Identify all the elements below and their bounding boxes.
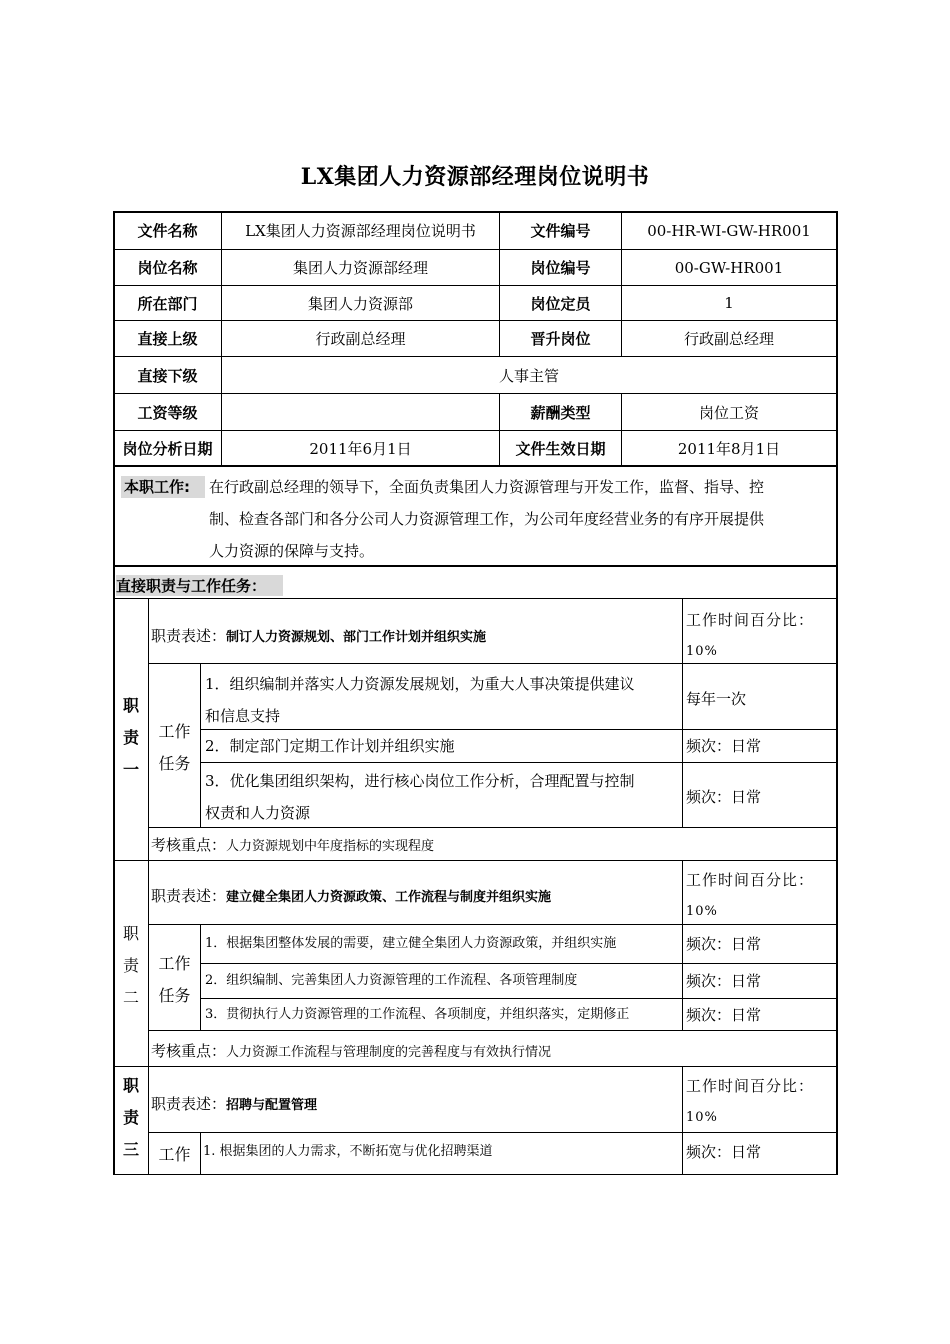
duty2-task-3-freq: 频次：日常 [686, 1006, 762, 1024]
core-line-1: 在行政副总经理的领导下，全面负责集团人力资源管理与开发工作，监督、指导、控 [209, 478, 765, 496]
duty3-description: 职责表述：招聘与配置管理 [151, 1095, 318, 1113]
duty1-task-3: 3．优化集团组织架构，进行核心岗位工作分析，合理配置与控制 权责和人力资源 [205, 772, 635, 822]
value-effective-date: 2011年8月1日 [677, 439, 781, 458]
label-subordinate: 直接下级 [137, 366, 198, 385]
value-position-number: 00-GW-HR001 [674, 258, 784, 277]
duty3-task-label: 工作 [158, 1145, 191, 1164]
duty1-label: 职 责 一 [122, 696, 139, 779]
core-line-3: 人力资源的保障与支持。 [209, 542, 375, 560]
label-position-name: 岗位名称 [137, 259, 198, 277]
value-file-name: LX集团人力资源部经理岗位说明书 [245, 222, 476, 240]
duty2-task-label: 工作 任务 [158, 954, 191, 1005]
duty2-task-1-freq: 频次：日常 [686, 935, 762, 953]
duty3-label: 职 责 三 [122, 1076, 139, 1159]
duty1-task-1: 1．组织编制并落实人力资源发展规划，为重大人事决策提供建议 和信息支持 [205, 675, 635, 725]
duty1-task-label: 工作 任务 [158, 722, 191, 773]
core-job-label: 本职工作: [121, 476, 205, 498]
label-salary-grade: 工资等级 [137, 403, 198, 422]
core-line-2: 制、检查各部门和各分公司人力资源管理工作，为公司年度经营业务的有序开展提供 [209, 510, 765, 528]
value-pay-type: 岗位工资 [698, 403, 759, 422]
duty2-task-2-freq: 频次：日常 [686, 972, 762, 990]
duty2-assessment: 考核重点：人力资源工作流程与管理制度的完善程度与有效执行情况 [151, 1042, 552, 1060]
duty1-task-2-freq: 频次：日常 [686, 737, 762, 755]
label-pay-type: 薪酬类型 [530, 403, 591, 422]
page-title: LX集团人力资源部经理岗位说明书 [300, 164, 650, 190]
value-department: 集团人力资源部 [307, 294, 413, 313]
duty1-assessment: 考核重点：人力资源规划中年度指标的实现程度 [151, 836, 435, 854]
label-file-number: 文件编号 [530, 222, 591, 240]
duty3-task-1: 1. 根据集团的人力需求，不断拓宽与优化招聘渠道 [203, 1144, 493, 1159]
duty2-time-ratio: 工作时间百分比： 10% [686, 871, 815, 919]
value-file-number: 00-HR-WI-GW-HR001 [647, 221, 811, 240]
duty1-task-3-freq: 频次：日常 [686, 788, 762, 806]
duty2-label: 职 责 二 [122, 924, 139, 1007]
value-headcount: 1 [724, 294, 734, 312]
value-position-name: 集团人力资源部经理 [292, 259, 428, 277]
label-department: 所在部门 [137, 294, 198, 313]
duty3-time-ratio: 工作时间百分比： 10% [686, 1077, 815, 1125]
label-direct-superior: 直接上级 [137, 330, 198, 348]
duty2-task-3: 3．贯彻执行人力资源管理的工作流程、各项制度，并组织落实，定期修正 [205, 1007, 630, 1022]
duty1-description: 职责表述：制订人力资源规划、部门工作计划并组织实施 [151, 627, 487, 645]
value-direct-superior: 行政副总经理 [315, 330, 406, 348]
duty2-description: 职责表述：建立健全集团人力资源政策、工作流程与制度并组织实施 [151, 887, 552, 905]
duty2-task-1: 1．根据集团整体发展的需要，建立健全集团人力资源政策，并组织实施 [205, 936, 617, 951]
label-position-number: 岗位编号 [530, 259, 591, 277]
value-promotion: 行政副总经理 [683, 330, 774, 348]
duty1-task-1-freq: 每年一次 [686, 690, 747, 708]
duties-header: 直接职责与工作任务： [116, 575, 283, 596]
duty2-task-2: 2．组织编制、完善集团人力资源管理的工作流程、各项管理制度 [205, 973, 578, 988]
label-file-name: 文件名称 [137, 222, 198, 240]
duty1-task-2: 2．制定部门定期工作计划并组织实施 [205, 737, 455, 755]
label-headcount: 岗位定员 [530, 294, 591, 313]
value-salary-grade [222, 394, 499, 430]
core-job-text [209, 471, 834, 567]
value-subordinate: 人事主管 [498, 366, 559, 385]
label-effective-date: 文件生效日期 [515, 439, 606, 458]
duty1-time-ratio: 工作时间百分比： 10% [686, 611, 815, 659]
label-promotion: 晋升岗位 [530, 330, 591, 348]
value-analysis-date: 2011年6月1日 [309, 439, 412, 458]
label-analysis-date: 岗位分析日期 [122, 439, 213, 458]
duty3-task-1-freq: 频次：日常 [686, 1143, 762, 1161]
